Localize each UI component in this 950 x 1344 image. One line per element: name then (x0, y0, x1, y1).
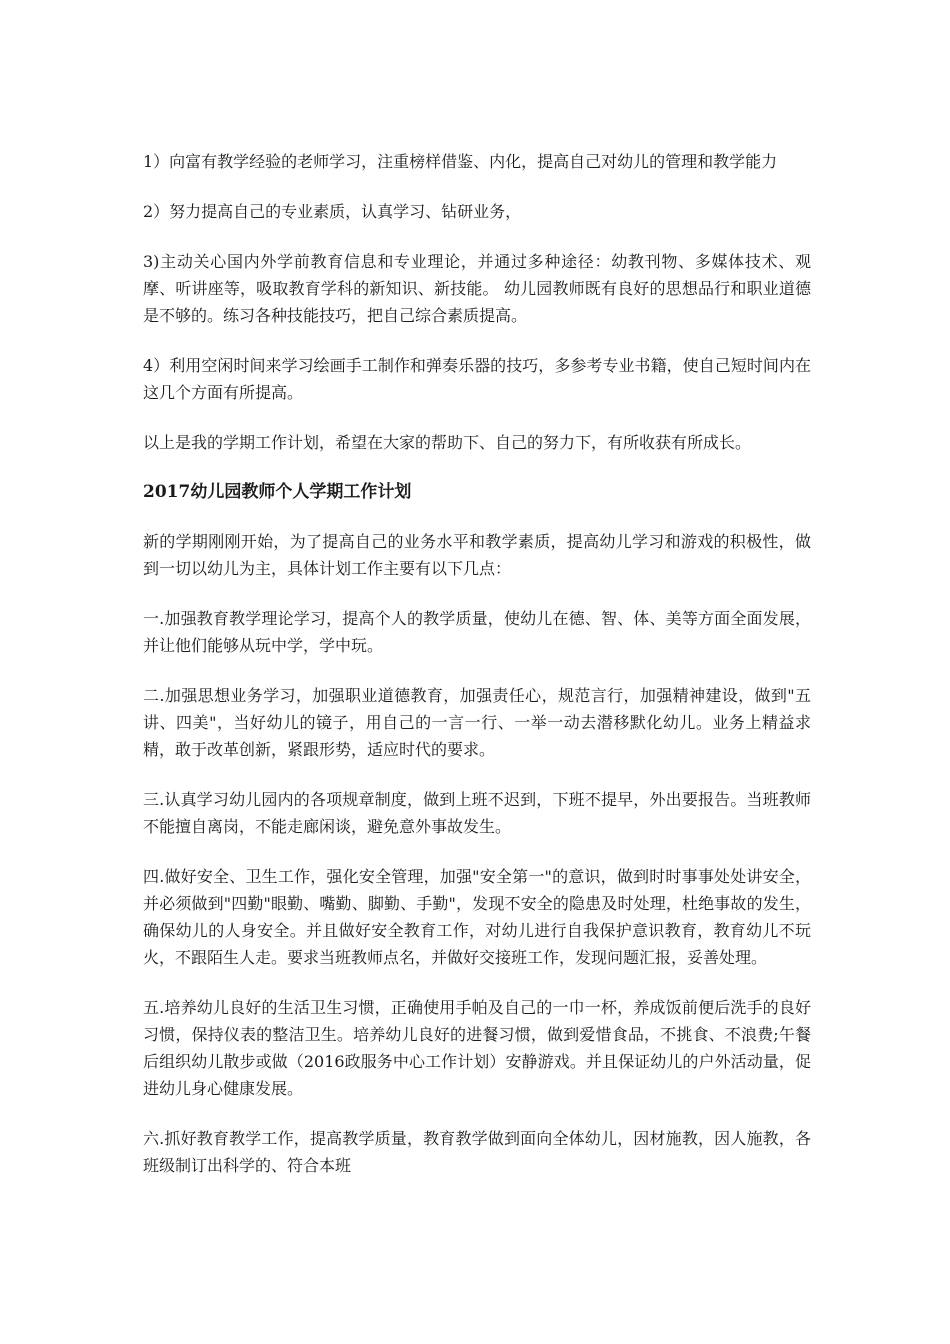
section-heading: 2017幼儿园教师个人学期工作计划 (143, 482, 412, 502)
paragraph-item-1: 一.加强教育教学理论学习，提高个人的教学质量，使幼儿在德、智、体、美等方面全面发展，并让他们能够从玩中学，学中玩。 (143, 609, 811, 655)
paragraph-1: 1）向富有教学经验的老师学习，注重榜样借鉴、内化，提高自己对幼儿的管理和教学能力 (143, 152, 778, 171)
paragraph-2: 2）努力提高自己的专业素质，认真学习、钻研业务， (143, 202, 522, 221)
paragraph-intro: 新的学期刚刚开始，为了提高自己的业务水平和教学素质，提高幼儿学习和游戏的积极性，做到一切以幼儿为主，具体计划工作主要有以下几点： (143, 532, 811, 578)
paragraph-item-2: 二.加强思想业务学习，加强职业道德教育，加强责任心，规范言行，加强精神建设，做到"五讲、四美"，当好幼儿的镜子，用自己的一言一行、一举一动去潜移默化幼儿。业务上精益求精，敢于改革创新，紧跟形势，适应时代的要求。 (143, 686, 811, 759)
paragraph-4: 4）利用空闲时间来学习绘画手工制作和弹奏乐器的技巧，多参考专业书籍，使自己短时间内在这几个方面有所提高。 (143, 356, 811, 402)
document-page (143, 148, 811, 1202)
paragraph-3: 3)主动关心国内外学前教育信息和专业理论，并通过多种途径：幼教刊物、多媒体技术、观摩、听讲座等，吸取教育学科的新知识、新技能。 幼儿园教师既有良好的思想品行和职业道德是不够的。练习各种技能技巧，把自己综合素质提高。 (143, 252, 811, 325)
paragraph-item-6: 六.抓好教育教学工作，提高教学质量，教育教学做到面向全体幼儿，因材施教，因人施教，各班级制订出科学的、符合本班 (143, 1129, 811, 1175)
paragraph-5: 以上是我的学期工作计划，希望在大家的帮助下、自己的努力下，有所收获有所成长。 (143, 433, 752, 452)
paragraph-item-5: 五.培养幼儿良好的生活卫生习惯，正确使用手帕及自己的一巾一杯，养成饭前便后洗手的良好习惯，保持仪表的整洁卫生。培养幼儿良好的进餐习惯，做到爱惜食品，不挑食、不浪费;午餐后组织幼儿散步或做（2016政服务中心工作计划）安静游戏。并且保证幼儿的户外活动量，促进幼儿身心健康发展。 (143, 998, 811, 1098)
paragraph-item-4: 四.做好安全、卫生工作，强化安全管理，加强"安全第一"的意识，做到时时事事处处讲安全，并必须做到"四勤"眼勤、嘴勤、脚勤、手勤"，发现不安全的隐患及时处理，杜绝事故的发生，确保幼儿的人身安全。并且做好安全教育工作，对幼儿进行自我保护意识教育，教育幼儿不玩火，不跟陌生人走。要求当班教师点名，并做好交接班工作，发现问题汇报，妥善处理。 (143, 867, 811, 967)
paragraph-item-3: 三.认真学习幼儿园内的各项规章制度，做到上班不迟到，下班不提早，外出要报告。当班教师不能擅自离岗，不能走廊闲谈，避免意外事故发生。 (143, 790, 811, 836)
